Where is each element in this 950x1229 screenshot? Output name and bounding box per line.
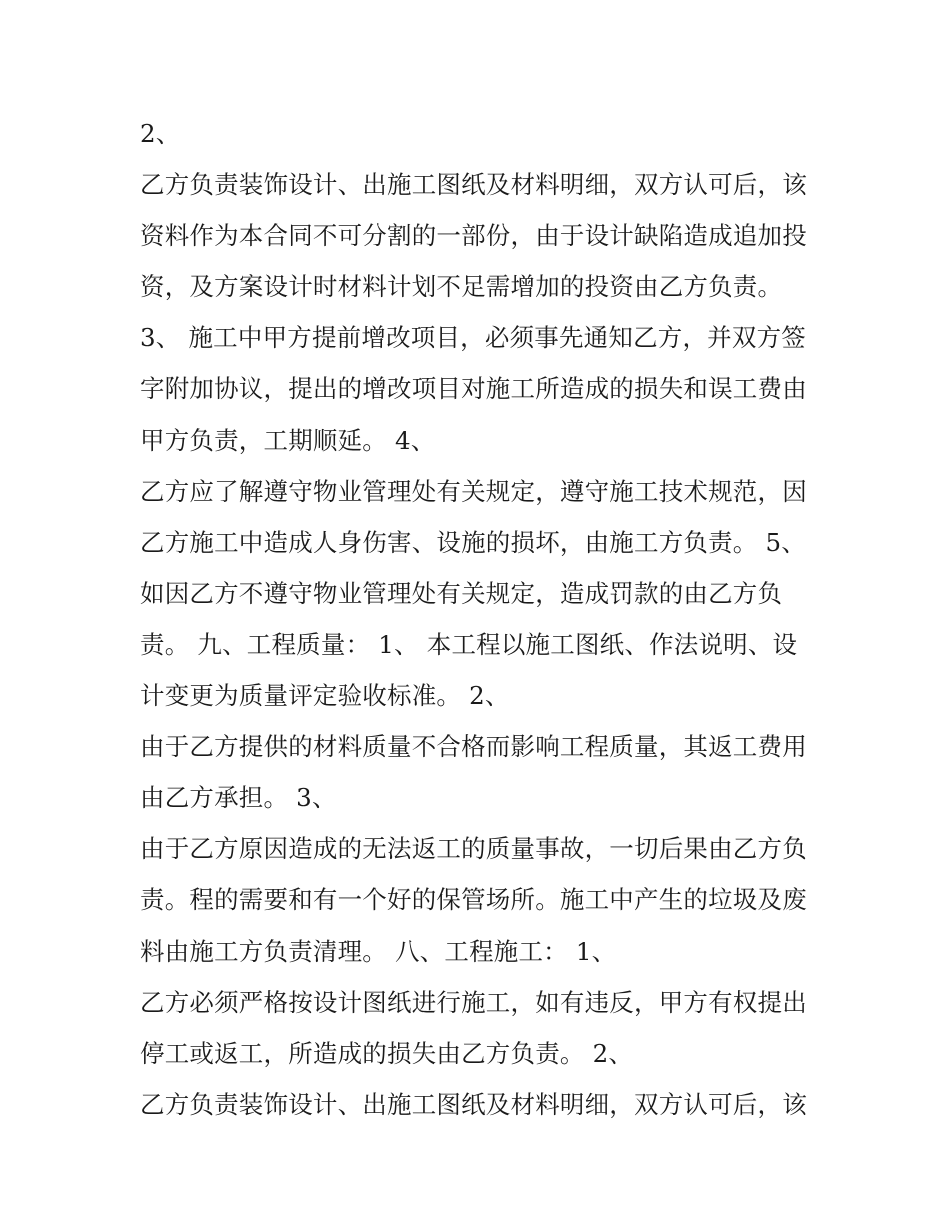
document-body	[140, 108, 820, 1130]
text-line: 乙方必须严格按设计图纸进行施工，如有违反，甲方有权提出	[140, 987, 807, 1017]
text-line: 乙方应了解遵守物业管理处有关规定，遵守施工技术规范，因	[140, 476, 807, 506]
text-line: 料由施工方负责清理。 八、工程施工： 1、	[140, 936, 617, 966]
text-line: 乙方施工中造成人身伤害、设施的损坏，由施工方负责。 5、	[140, 527, 806, 557]
text-line: 如因乙方不遵守物业管理处有关规定，造成罚款的由乙方负	[140, 578, 783, 608]
text-line: 由乙方承担。 3、	[140, 783, 337, 813]
text-line: 由于乙方提供的材料质量不合格而影响工程质量，其返工费用	[140, 732, 807, 762]
text-line: 甲方负责，工期顺延。 4、	[140, 425, 436, 455]
text-line: 2、	[140, 119, 181, 148]
text-line: 责。程的需要和有一个好的保管场所。施工中产生的垃圾及废	[140, 885, 807, 915]
text-line: 乙方负责装饰设计、出施工图纸及材料明细，双方认可后，该	[140, 170, 807, 200]
text-line: 责。 九、工程质量： 1、 本工程以施工图纸、作法说明、设	[140, 629, 798, 659]
text-line: 3、 施工中甲方提前增改项目，必须事先通知乙方，并双方签	[140, 323, 806, 353]
text-line: 乙方负责装饰设计、出施工图纸及材料明细，双方认可后，该	[140, 1089, 807, 1119]
text-line: 资，及方案设计时材料计划不足需增加的投资由乙方负责。	[140, 272, 783, 302]
text-line: 字附加协议，提出的增改项目对施工所造成的损失和误工费由	[140, 374, 807, 404]
text-line: 资料作为本合同不可分割的一部份，由于设计缺陷造成追加投	[140, 221, 807, 251]
text-line: 由于乙方原因造成的无法返工的质量事故，一切后果由乙方负	[140, 834, 807, 864]
text-line: 计变更为质量评定验收标准。 2、	[140, 681, 510, 711]
text-line: 停工或返工，所造成的损失由乙方负责。 2、	[140, 1038, 634, 1068]
